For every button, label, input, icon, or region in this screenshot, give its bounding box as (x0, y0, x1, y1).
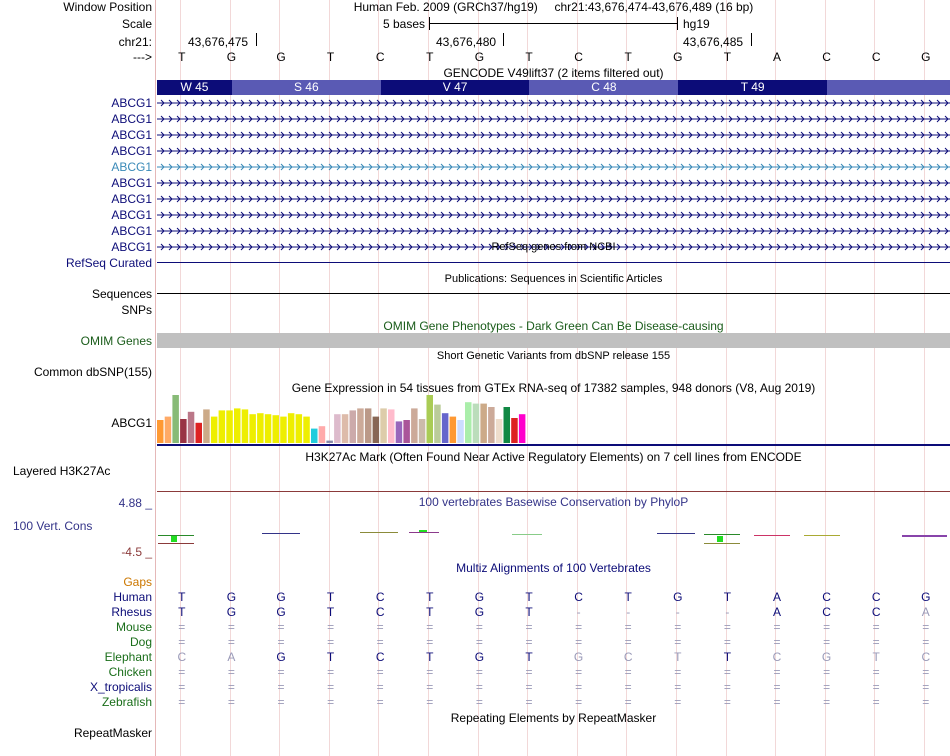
multiz-base: = (773, 635, 781, 649)
multiz-base: G (226, 605, 237, 619)
multiz-base: = (674, 635, 682, 649)
multiz-base: C (871, 590, 881, 604)
sequence-base: T (426, 50, 434, 64)
gtex-bar[interactable] (219, 410, 226, 443)
multiz-base: = (277, 680, 285, 694)
gtex-bar[interactable] (488, 407, 495, 443)
label-separator (155, 0, 156, 756)
multiz-base: = (922, 620, 930, 634)
dbsnp-title: Short Genetic Variants from dbSNP release 155 (436, 350, 671, 362)
multiz-species-label[interactable]: Dog (129, 635, 152, 649)
multiz-base: = (674, 695, 682, 709)
phylop-mark (902, 535, 947, 537)
gtex-bar[interactable] (273, 415, 280, 443)
multiz-base: = (624, 635, 632, 649)
multiz-base: = (922, 635, 930, 649)
multiz-base: = (376, 635, 384, 649)
gtex-bar[interactable] (288, 413, 295, 443)
multiz-base: = (723, 665, 731, 679)
multiz-base: = (674, 620, 682, 634)
window-position-label: Window Position (63, 0, 152, 14)
sequences-label[interactable]: Sequences (91, 287, 152, 301)
phylop-mark (704, 534, 740, 535)
phylop-mark (804, 535, 840, 536)
multiz-base: T (525, 605, 533, 619)
multiz-base: G (573, 650, 584, 664)
multiz-base: T (525, 650, 533, 664)
multiz-base: = (426, 695, 434, 709)
window-coords: chr21:43,676,474-43,676,489 (16 bp) (554, 0, 754, 14)
multiz-base: = (525, 665, 533, 679)
sequence-base: T (624, 50, 632, 64)
phylop-mark (360, 532, 398, 533)
multiz-base: G (276, 605, 286, 619)
codon-cell[interactable]: S 46 (232, 80, 381, 95)
omim-title: OMIM Gene Phenotypes - Dark Green Can Be Disease-causing (383, 319, 724, 333)
publications-title: Publications: Sequences in Scientific Articles (444, 273, 663, 285)
multiz-base: G (276, 590, 286, 604)
sequence-base: T (525, 50, 533, 64)
gtex-bar[interactable] (480, 404, 487, 443)
multiz-base: A (227, 650, 236, 664)
gtex-bar[interactable] (419, 419, 426, 443)
gtex-bar[interactable] (172, 395, 179, 443)
multiz-base: = (872, 635, 880, 649)
phylop-mark (409, 532, 439, 533)
phylop-wiggle[interactable] (157, 526, 950, 548)
gtex-bar[interactable] (234, 408, 241, 443)
multiz-base: T (426, 590, 434, 604)
multiz-base: = (773, 620, 781, 634)
snps-label[interactable]: SNPs (121, 303, 152, 317)
gtex-bar[interactable] (334, 414, 341, 443)
phylop-mark (158, 535, 194, 536)
phylop-min: -4.5 _ (121, 545, 152, 559)
multiz-base: = (575, 695, 583, 709)
gencode-transcript-line[interactable] (157, 210, 950, 220)
h3k27ac-baseline (157, 491, 950, 492)
multiz-base: = (624, 665, 632, 679)
gtex-bar[interactable] (249, 414, 256, 443)
scale-bar-left-tick (429, 17, 430, 30)
multiz-base: = (823, 620, 831, 634)
multiz-base: C (871, 605, 881, 619)
gtex-bar[interactable] (403, 420, 410, 443)
ruler-tick-mark-1 (256, 33, 257, 46)
codon-cell[interactable]: W 45 (157, 80, 232, 95)
ruler-tick-mark-2 (503, 33, 504, 46)
multiz-base: = (178, 695, 186, 709)
ruler-tick-2: 43,676,480 (436, 35, 497, 49)
multiz-base: T (624, 590, 632, 604)
multiz-base: = (327, 680, 335, 694)
scale-label: Scale (121, 17, 152, 31)
gtex-bar[interactable] (196, 423, 203, 443)
multiz-base: = (277, 635, 285, 649)
multiz-base: = (475, 620, 483, 634)
multiz-base: = (922, 665, 930, 679)
multiz-base: - (675, 605, 680, 619)
multiz-species-label[interactable]: Human (113, 590, 152, 604)
dbsnp-label[interactable]: Common dbSNP(155) (33, 365, 152, 379)
gtex-bar[interactable] (411, 408, 418, 443)
refseq-title: RefSeq genes from NCBI (491, 241, 616, 253)
multiz-base: - (725, 605, 730, 619)
scale-bar-right-tick (677, 17, 678, 30)
gtex-bar[interactable] (473, 404, 480, 443)
sequences-line (157, 293, 950, 294)
gtex-bar[interactable] (504, 407, 511, 443)
multiz-base: C (822, 605, 831, 619)
multiz-base: = (376, 680, 384, 694)
multiz-species-label[interactable]: Mouse (115, 620, 152, 634)
multiz-base: C (921, 650, 931, 664)
multiz-base: C (375, 605, 385, 619)
multiz-base: T (723, 590, 732, 604)
gencode-transcript-line[interactable] (157, 114, 950, 124)
sequence-base: C (822, 50, 831, 64)
gtex-bar[interactable] (242, 409, 249, 443)
multiz-base: = (575, 620, 583, 634)
phylop-label[interactable]: 100 Vert. Cons (13, 519, 93, 533)
gtex-gene-line (157, 444, 950, 446)
gtex-bar[interactable] (373, 417, 380, 443)
multiz-base: = (773, 680, 781, 694)
gencode-row-label[interactable]: ABCG1 (111, 160, 152, 174)
gtex-bar[interactable] (280, 417, 287, 443)
phylop-mark (158, 543, 194, 544)
ruler-tick-mark-3 (751, 33, 752, 46)
multiz-base: T (525, 590, 533, 604)
multiz-base: C (822, 590, 831, 604)
multiz-base: = (475, 665, 483, 679)
sequence-base: G (226, 50, 237, 64)
h3k27ac-label[interactable]: Layered H3K27Ac (13, 464, 111, 478)
gencode-title: GENCODE V49lift37 (2 items filtered out) (443, 66, 664, 80)
multiz-base: - (576, 605, 581, 619)
multiz-base: = (327, 665, 335, 679)
multiz-base: = (178, 680, 186, 694)
h3k27ac-title: H3K27Ac Mark (Often Found Near Active Regulatory Elements) on 7 cell lines from ENCODE (305, 450, 802, 464)
multiz-species-label[interactable]: Rhesus (111, 605, 152, 619)
multiz-base: G (276, 650, 286, 664)
gtex-bar[interactable] (457, 420, 464, 443)
gtex-bar[interactable] (326, 441, 333, 443)
multiz-base: C (623, 650, 633, 664)
gencode-row-label[interactable]: ABCG1 (111, 128, 152, 142)
multiz-base: = (327, 620, 335, 634)
multiz-base: = (624, 695, 632, 709)
multiz-base: = (773, 665, 781, 679)
multiz-base: G (673, 590, 683, 604)
sequence-base: T (723, 50, 732, 64)
multiz-base: = (525, 620, 533, 634)
multiz-base: = (823, 680, 831, 694)
multiz-base: = (277, 695, 285, 709)
gencode-transcript-line[interactable] (157, 146, 950, 156)
gencode-transcript-line[interactable] (157, 98, 950, 108)
gencode-row-label[interactable]: ABCG1 (111, 224, 152, 238)
multiz-base: A (921, 605, 930, 619)
phylop-mark (717, 536, 723, 542)
multiz-base: G (474, 590, 485, 604)
multiz-base: = (227, 620, 235, 634)
phylop-mark (754, 535, 790, 536)
gtex-bar[interactable] (303, 417, 310, 443)
gencode-row-label[interactable]: ABCG1 (111, 208, 152, 222)
multiz-base: T (326, 605, 335, 619)
gtex-bar[interactable] (165, 417, 172, 443)
repeatmasker-label[interactable]: RepeatMasker (73, 726, 152, 740)
sequence-base: C (375, 50, 385, 64)
multiz-base: = (575, 635, 583, 649)
multiz-base: T (426, 605, 434, 619)
phylop-title: 100 vertebrates Basewise Conservation by PhyloP (418, 495, 689, 509)
multiz-base: = (922, 695, 930, 709)
multiz-base: = (525, 635, 533, 649)
chrom-label: chr21: (118, 35, 152, 49)
sequence-base: T (178, 50, 186, 64)
phylop-mark (657, 533, 695, 534)
repeatmasker-title: Repeating Elements by RepeatMasker (450, 711, 657, 725)
gtex-bar-chart[interactable] (157, 395, 557, 445)
multiz-base: = (475, 680, 483, 694)
gtex-bar[interactable] (211, 417, 218, 443)
multiz-base: G (474, 605, 485, 619)
ruler-tick-1: 43,676,475 (188, 35, 249, 49)
multiz-base: T (178, 605, 186, 619)
multiz-base: - (626, 605, 631, 619)
gencode-transcript-line[interactable] (157, 194, 950, 204)
multiz-base: = (227, 665, 235, 679)
gtex-bar[interactable] (519, 414, 526, 443)
multiz-base: = (227, 680, 235, 694)
gtex-bar[interactable] (442, 413, 449, 443)
strand-label: ---> (133, 50, 152, 64)
assembly-name: Human Feb. 2009 (GRCh37/hg19) (353, 0, 538, 14)
multiz-base: = (376, 620, 384, 634)
multiz-base: = (723, 620, 731, 634)
multiz-base: A (772, 590, 781, 604)
multiz-base: T (723, 650, 732, 664)
multiz-base: = (376, 665, 384, 679)
multiz-base: = (178, 635, 186, 649)
gtex-bar[interactable] (365, 408, 372, 443)
multiz-species-label[interactable]: X_tropicalis (89, 680, 152, 694)
sequence-base: C (574, 50, 583, 64)
gencode-transcript-line[interactable] (157, 226, 950, 236)
multiz-base: = (227, 695, 235, 709)
window-position-text (157, 0, 950, 14)
codon-cell[interactable]: T 49 (678, 80, 827, 95)
multiz-base: T (178, 590, 186, 604)
ruler-tick-3: 43,676,485 (683, 35, 744, 49)
phylop-mark (512, 534, 542, 535)
multiz-base: = (327, 635, 335, 649)
gencode-row-label[interactable]: ABCG1 (111, 144, 152, 158)
multiz-base: = (773, 695, 781, 709)
gtex-bar[interactable] (450, 417, 457, 443)
multiz-base: T (426, 650, 434, 664)
multiz-species-label[interactable]: Chicken (108, 665, 152, 679)
phylop-mark (262, 533, 300, 534)
multiz-base: = (178, 665, 186, 679)
multiz-base: = (823, 695, 831, 709)
multiz-base: T (326, 590, 335, 604)
sequence-base: G (673, 50, 683, 64)
gencode-row-label[interactable]: ABCG1 (111, 192, 152, 206)
multiz-base: = (227, 635, 235, 649)
gtex-bar[interactable] (427, 395, 434, 443)
multiz-base: = (823, 635, 831, 649)
scale-db: hg19 (683, 17, 710, 31)
gtex-bar[interactable] (226, 410, 233, 443)
gencode-transcript-line[interactable] (157, 130, 950, 140)
codon-cell[interactable]: V 47 (381, 80, 530, 95)
multiz-base: = (872, 620, 880, 634)
phylop-max: 4.88 _ (118, 496, 152, 510)
multiz-base: = (723, 695, 731, 709)
gtex-bar[interactable] (357, 408, 364, 443)
gencode-transcript-line[interactable] (157, 162, 950, 172)
refseq-label[interactable]: RefSeq Curated (65, 256, 152, 270)
multiz-base: = (376, 695, 384, 709)
multiz-base: T (674, 650, 682, 664)
gtex-bar[interactable] (388, 409, 395, 443)
multiz-base: G (921, 590, 931, 604)
multiz-base: = (575, 665, 583, 679)
multiz-base: G (474, 650, 485, 664)
multiz-base: = (624, 680, 632, 694)
codon-cell[interactable]: C 48 (530, 80, 679, 95)
multiz-base: = (426, 620, 434, 634)
multiz-base: C (177, 650, 187, 664)
sequence-base: G (921, 50, 931, 64)
phylop-mark (704, 543, 740, 544)
multiz-base: C (375, 590, 385, 604)
phylop-mark (171, 536, 177, 542)
multiz-base: = (823, 665, 831, 679)
gencode-row-label[interactable]: ABCG1 (111, 176, 152, 190)
multiz-base: = (525, 680, 533, 694)
scale-bar (429, 23, 677, 24)
multiz-base: T (872, 650, 880, 664)
sequence-base: G (474, 50, 485, 64)
sequence-base: T (326, 50, 335, 64)
gtex-bar[interactable] (296, 414, 303, 443)
multiz-base: C (772, 650, 782, 664)
gencode-row-label[interactable]: ABCG1 (111, 96, 152, 110)
multiz-species-label[interactable]: Elephant (104, 650, 152, 664)
omim-label[interactable]: OMIM Genes (80, 334, 152, 348)
gtex-bar[interactable] (157, 420, 164, 443)
omim-bar[interactable] (157, 333, 950, 348)
gencode-row-label[interactable]: ABCG1 (111, 112, 152, 126)
gtex-bar[interactable] (465, 402, 472, 443)
multiz-base: = (426, 665, 434, 679)
multiz-base: = (327, 695, 335, 709)
gtex-bar[interactable] (311, 429, 318, 443)
gtex-bar[interactable] (380, 408, 387, 443)
multiz-base: = (922, 680, 930, 694)
gtex-title: Gene Expression in 54 tissues from GTEx RNA-seq of 17382 samples, 948 donors (V8, Aug 2019) (291, 381, 816, 395)
scale-size: 5 bases (382, 17, 425, 31)
refseq-line (157, 262, 950, 263)
multiz-base: = (674, 680, 682, 694)
multiz-base: = (872, 695, 880, 709)
gtex-bar[interactable] (257, 413, 264, 443)
gtex-bar[interactable] (511, 418, 518, 443)
multiz-title: Multiz Alignments of 100 Vertebrates (456, 561, 651, 575)
sequence-base: C (871, 50, 881, 64)
gtex-bar[interactable] (396, 421, 403, 443)
gencode-row-label[interactable]: ABCG1 (111, 240, 152, 254)
gtex-bar[interactable] (350, 410, 357, 443)
multiz-base: C (574, 590, 583, 604)
gaps-label[interactable]: Gaps (123, 575, 152, 589)
multiz-base: = (723, 680, 731, 694)
multiz-base: = (872, 665, 880, 679)
sequence-base: G (276, 50, 286, 64)
multiz-base: = (277, 620, 285, 634)
sequence-base: A (772, 50, 781, 64)
multiz-base: = (426, 680, 434, 694)
multiz-base: = (178, 620, 186, 634)
multiz-base: = (475, 695, 483, 709)
multiz-base: = (426, 635, 434, 649)
multiz-base: A (772, 605, 781, 619)
gencode-transcript-line[interactable] (157, 178, 950, 188)
multiz-base: T (326, 650, 335, 664)
multiz-base: = (525, 695, 533, 709)
gtex-bar[interactable] (203, 409, 210, 443)
multiz-base: = (674, 665, 682, 679)
gtex-bar[interactable] (434, 405, 441, 443)
multiz-base: = (475, 635, 483, 649)
multiz-species-label[interactable]: Zebrafish (101, 695, 152, 709)
multiz-base: C (375, 650, 385, 664)
gtex-bar[interactable] (342, 414, 349, 443)
multiz-base: G (226, 590, 237, 604)
gtex-bar[interactable] (188, 412, 195, 443)
gtex-bar[interactable] (319, 426, 326, 443)
gtex-bar[interactable] (496, 419, 503, 443)
multiz-base: = (575, 680, 583, 694)
gtex-bar[interactable] (265, 414, 272, 443)
multiz-base: = (277, 665, 285, 679)
multiz-base: = (624, 620, 632, 634)
multiz-base: = (723, 635, 731, 649)
multiz-base: G (821, 650, 832, 664)
gtex-bar[interactable] (180, 419, 187, 443)
multiz-base: = (872, 680, 880, 694)
gtex-label[interactable]: ABCG1 (111, 416, 152, 430)
